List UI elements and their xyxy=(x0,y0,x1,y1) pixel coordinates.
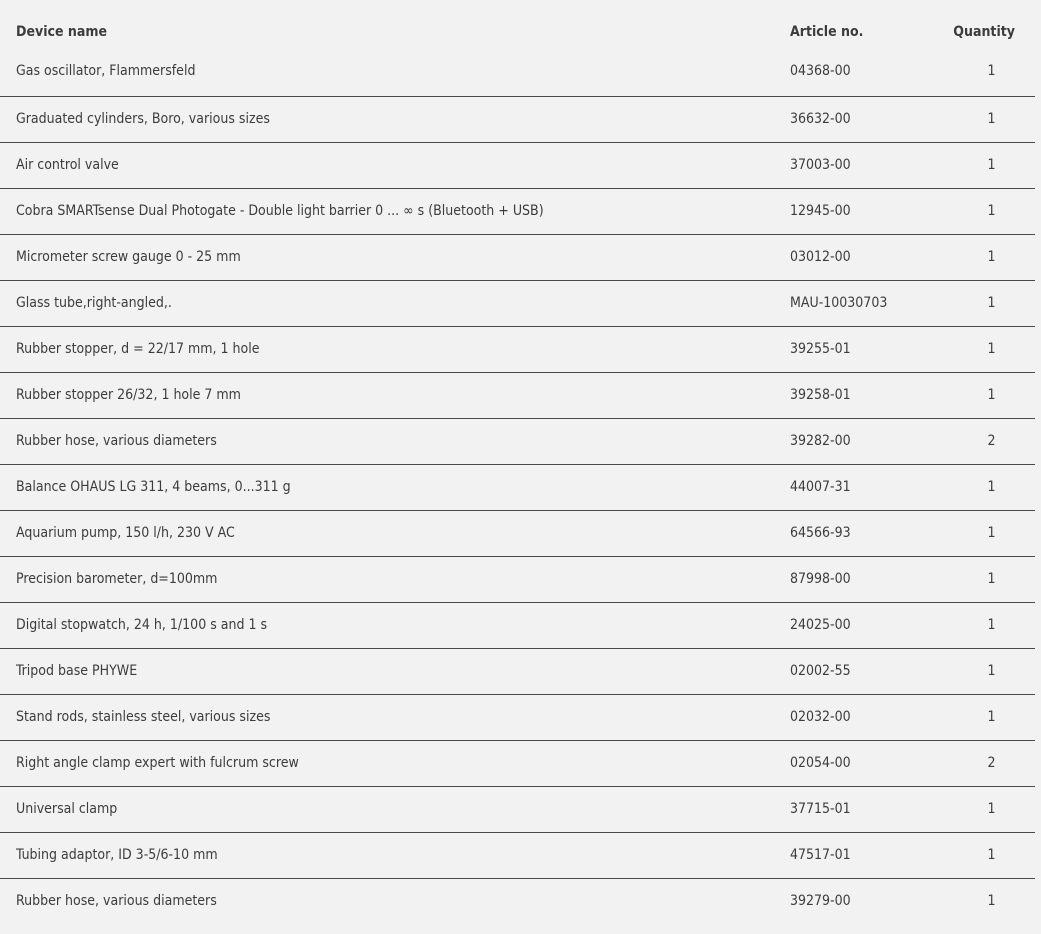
quantity-cell: 1 xyxy=(946,142,1035,188)
article-number-cell: 02032-00 xyxy=(789,694,946,740)
quantity-cell: 2 xyxy=(946,418,1035,464)
quantity-cell: 1 xyxy=(946,556,1035,602)
column-header-quantity: Quantity xyxy=(953,24,1015,40)
quantity-cell: 2 xyxy=(946,740,1035,786)
device-name-cell: Micrometer screw gauge 0 - 25 mm xyxy=(0,234,789,280)
device-name-cell: Glass tube,right-angled,. xyxy=(0,280,789,326)
table-row xyxy=(0,556,1035,602)
article-number-cell: 37715-01 xyxy=(789,786,946,832)
quantity-cell: 1 xyxy=(946,694,1035,740)
device-name-cell: Aquarium pump, 150 l/h, 230 V AC xyxy=(0,510,789,556)
article-number-cell: 02002-55 xyxy=(789,648,946,694)
article-number-cell: 02054-00 xyxy=(789,740,946,786)
device-name-cell: Universal clamp xyxy=(0,786,789,832)
article-number-cell: 64566-93 xyxy=(789,510,946,556)
quantity-cell: 1 xyxy=(946,96,1035,142)
device-name-cell: Tubing adaptor, ID 3-5/6-10 mm xyxy=(0,832,789,878)
device-name-cell: Gas oscillator, Flammersfeld xyxy=(0,46,789,96)
table-row xyxy=(0,46,1035,96)
quantity-cell: 1 xyxy=(946,280,1035,326)
article-number-cell: 37003-00 xyxy=(789,142,946,188)
device-name-cell: Air control valve xyxy=(0,142,789,188)
article-number-cell: 39279-00 xyxy=(790,893,851,910)
table-row xyxy=(0,188,1035,234)
table-row xyxy=(0,234,1035,280)
article-number-cell: 39258-01 xyxy=(789,372,946,418)
article-number-cell: MAU-10030703 xyxy=(789,280,946,326)
device-name-cell: Cobra SMARTsense Dual Photogate - Double light barrier 0 ... ∞ s (Bluetooth + USB) xyxy=(0,188,789,234)
quantity-cell: 1 xyxy=(946,648,1035,694)
table-row xyxy=(0,694,1035,740)
device-name-cell: Rubber hose, various diameters xyxy=(16,893,217,910)
table-row xyxy=(0,648,1035,694)
device-name-cell: Rubber stopper 26/32, 1 hole 7 mm xyxy=(0,372,789,418)
table-row xyxy=(0,740,1035,786)
quantity-cell: 1 xyxy=(946,46,1035,96)
article-number-cell: 36632-00 xyxy=(789,96,946,142)
article-number-cell: 04368-00 xyxy=(789,46,946,96)
table-row xyxy=(0,372,1035,418)
device-name-cell: Rubber hose, various diameters xyxy=(0,418,789,464)
table-row xyxy=(0,510,1035,556)
article-number-cell: 12945-00 xyxy=(789,188,946,234)
table-row xyxy=(0,96,1035,142)
table-row xyxy=(0,418,1035,464)
device-name-cell: Graduated cylinders, Boro, various sizes xyxy=(0,96,789,142)
quantity-cell: 1 xyxy=(946,326,1035,372)
article-number-cell: 24025-00 xyxy=(789,602,946,648)
article-number-cell: 44007-31 xyxy=(789,464,946,510)
table-row xyxy=(0,602,1035,648)
device-name-cell: Tripod base PHYWE xyxy=(0,648,789,694)
device-name-cell: Balance OHAUS LG 311, 4 beams, 0...311 g xyxy=(0,464,789,510)
quantity-cell: 1 xyxy=(987,893,996,910)
table-body xyxy=(0,46,1035,924)
quantity-cell: 1 xyxy=(946,786,1035,832)
header-row xyxy=(0,0,1035,46)
table-row xyxy=(0,878,1035,924)
quantity-cell: 1 xyxy=(946,188,1035,234)
column-header-article-no: Article no. xyxy=(790,24,864,40)
quantity-cell: 1 xyxy=(946,464,1035,510)
column-header-device-name: Device name xyxy=(16,24,108,40)
article-number-cell: 39255-01 xyxy=(789,326,946,372)
table-row xyxy=(0,786,1035,832)
article-number-cell: 87998-00 xyxy=(789,556,946,602)
device-name-cell: Digital stopwatch, 24 h, 1/100 s and 1 s xyxy=(0,602,789,648)
article-number-cell: 47517-01 xyxy=(789,832,946,878)
quantity-cell: 1 xyxy=(946,372,1035,418)
quantity-cell: 1 xyxy=(946,832,1035,878)
quantity-cell: 1 xyxy=(946,234,1035,280)
device-name-cell: Precision barometer, d=100mm xyxy=(0,556,789,602)
article-number-cell: 03012-00 xyxy=(789,234,946,280)
table-row xyxy=(0,280,1035,326)
table-row xyxy=(0,326,1035,372)
device-name-cell: Right angle clamp expert with fulcrum screw xyxy=(0,740,789,786)
device-name-cell: Rubber stopper, d = 22/17 mm, 1 hole xyxy=(0,326,789,372)
device-name-cell: Stand rods, stainless steel, various sizes xyxy=(0,694,789,740)
article-number-cell: 39282-00 xyxy=(789,418,946,464)
quantity-cell: 1 xyxy=(946,510,1035,556)
table-row xyxy=(0,142,1035,188)
table-row xyxy=(0,464,1035,510)
quantity-cell: 1 xyxy=(946,602,1035,648)
table-row xyxy=(0,832,1035,878)
table-header xyxy=(0,0,1035,46)
